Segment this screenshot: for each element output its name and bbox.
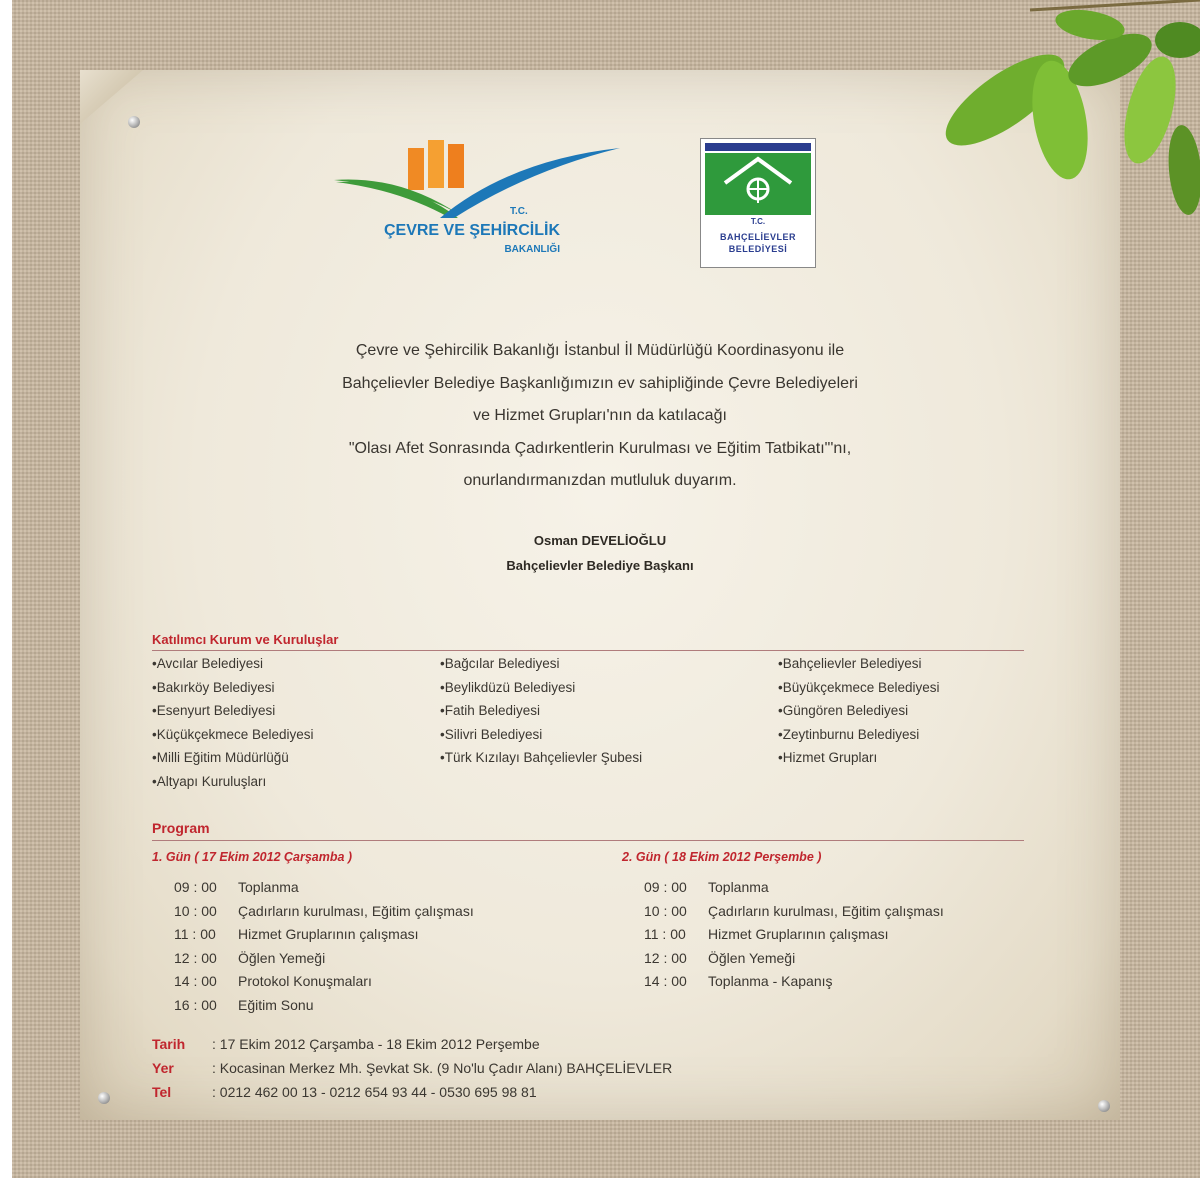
list-item: • Fatih Belediyesi (440, 699, 642, 723)
place-value: : Kocasinan Merkez Mh. Şevkat Sk. (9 No'lu Çadır Alanı) BAHÇELİEVLER (212, 1060, 673, 1076)
schedule-activity: Hizmet Gruplarının çalışması (238, 926, 419, 942)
day2-title: 2. Gün ( 18 Ekim 2012 Perşembe ) (622, 850, 822, 864)
day2-schedule (644, 876, 944, 994)
day1-title: 1. Gün ( 17 Ekim 2012 Çarşamba ) (152, 850, 353, 864)
schedule-row (644, 970, 944, 994)
date-row (152, 1032, 672, 1056)
list-item: • Zeytinburnu Belediyesi (778, 723, 940, 747)
municipality-name (701, 231, 815, 255)
schedule-time: 14 : 00 (644, 973, 687, 989)
schedule-time: 09 : 00 (174, 879, 217, 895)
signer-title: Bahçelievler Belediye Başkanı (506, 558, 694, 573)
schedule-activity: Öğlen Yemeği (708, 949, 796, 966)
intro-line: "Olası Afet Sonrasında Çadırkentlerin Kurulması ve Eğitim Tatbikatı"'nı, (348, 439, 852, 457)
schedule-row (644, 900, 944, 924)
pin-icon (1098, 1100, 1110, 1112)
schedule-activity: Protokol Konuşmaları (238, 973, 372, 989)
participants-col-2 (440, 652, 642, 770)
intro-line: ve Hizmet Grupları'nın da katılacağı (473, 407, 727, 424)
event-info (152, 1032, 672, 1104)
schedule-row (644, 876, 944, 900)
list-item: • Esenyurt Belediyesi (152, 699, 314, 723)
invitation-text (180, 335, 1020, 498)
schedule-time: 12 : 00 (644, 949, 687, 966)
participants-col-3 (778, 652, 940, 770)
logo-band (705, 143, 811, 151)
place-label: Yer (152, 1060, 174, 1076)
schedule-time: 11 : 00 (174, 926, 216, 942)
list-item: • Avcılar Belediyesi (152, 652, 314, 676)
signer-name: Osman DEVELİOĞLU (533, 533, 667, 548)
ministry-logo (330, 130, 630, 270)
intro-line: Çevre ve Şehircilik Bakanlığı İstanbul İl Müdürlüğü Koordinasyonu ile (355, 342, 845, 359)
pin-icon (98, 1092, 110, 1104)
schedule-row (174, 900, 474, 924)
left-border (0, 0, 12, 1188)
list-item: • Küçükçekmece Belediyesi (152, 723, 314, 747)
program-title: Program (152, 820, 210, 836)
ministry-tc: T.C. (510, 206, 528, 217)
municipality-emblem-icon (705, 153, 811, 215)
place-row (152, 1056, 672, 1080)
schedule-time: 10 : 00 (644, 902, 687, 919)
schedule-time: 14 : 00 (174, 973, 217, 989)
schedule-activity: Çadırların kurulması, Eğitim çalışması (708, 902, 944, 919)
municipality-logo (700, 138, 816, 268)
schedule-activity: Öğlen Yemeği (238, 949, 326, 966)
schedule-row (174, 970, 474, 994)
schedule-row (174, 994, 474, 1018)
ministry-name-line2: BAKANLIĞI (504, 244, 560, 255)
list-item: • Bakırköy Belediyesi (152, 676, 314, 700)
list-item: • Bahçelievler Belediyesi (778, 652, 940, 676)
intro-line: Bahçelievler Belediye Başkanlığımızın ev sahipliğinde Çevre Belediyeleri (342, 374, 858, 392)
schedule-activity: Hizmet Gruplarının çalışması (708, 926, 889, 942)
schedule-row (174, 947, 474, 971)
tel-row (152, 1080, 672, 1104)
participants-col-1 (152, 652, 314, 793)
schedule-row (174, 876, 474, 900)
schedule-activity: Toplanma - Kapanış (708, 973, 833, 989)
schedule-row (174, 923, 474, 947)
bottom-border (0, 1178, 1200, 1188)
schedule-time: 16 : 00 (174, 996, 217, 1013)
day1-schedule (174, 876, 474, 1017)
logo-field (705, 153, 811, 215)
participants-divider (152, 650, 1024, 651)
tel-label: Tel (152, 1084, 172, 1100)
list-item: • Altyapı Kuruluşları (152, 770, 314, 794)
ministry-name-line1: ÇEVRE VE ŞEHİRCİLİK (383, 222, 560, 239)
leaves-icon (910, 0, 1200, 230)
schedule-time: 10 : 00 (174, 902, 217, 919)
list-item: • Beylikdüzü Belediyesi (440, 676, 642, 700)
signature-block (180, 528, 1020, 578)
tel-value: : 0212 462 00 13 - 0212 654 93 44 - 0530 695 98 81 (212, 1084, 537, 1100)
list-item: • Türk Kızılayı Bahçelievler Şubesi (440, 746, 642, 770)
intro-line: onurlandırmanızdan mutluluk duyarım. (463, 472, 737, 489)
program-divider (152, 840, 1024, 841)
municipality-name-line1: BAHÇELİEVLER (719, 232, 796, 242)
municipality-tc: T.C. (750, 217, 766, 226)
schedule-time: 11 : 00 (644, 926, 686, 942)
pin-icon (128, 116, 140, 128)
list-item: • Bağcılar Belediyesi (440, 652, 642, 676)
date-label: Tarih (152, 1036, 186, 1052)
schedule-row (644, 947, 944, 971)
schedule-row (644, 923, 944, 947)
list-item: • Güngören Belediyesi (778, 699, 940, 723)
date-value: : 17 Ekim 2012 Çarşamba - 18 Ekim 2012 Perşembe (212, 1036, 540, 1052)
schedule-activity: Toplanma (238, 879, 299, 895)
schedule-activity: Eğitim Sonu (238, 996, 314, 1013)
participants-title: Katılımcı Kurum ve Kuruluşlar (152, 632, 339, 647)
schedule-activity: Toplanma (708, 879, 769, 895)
schedule-time: 09 : 00 (644, 879, 687, 895)
list-item: • Milli Eğitim Müdürlüğü (152, 746, 314, 770)
schedule-activity: Çadırların kurulması, Eğitim çalışması (238, 902, 474, 919)
list-item: • Silivri Belediyesi (440, 723, 642, 747)
list-item: • Büyükçekmece Belediyesi (778, 676, 940, 700)
list-item: • Hizmet Grupları (778, 746, 940, 770)
schedule-time: 12 : 00 (174, 949, 217, 966)
municipality-name-line2: BELEDİYESİ (728, 244, 788, 254)
